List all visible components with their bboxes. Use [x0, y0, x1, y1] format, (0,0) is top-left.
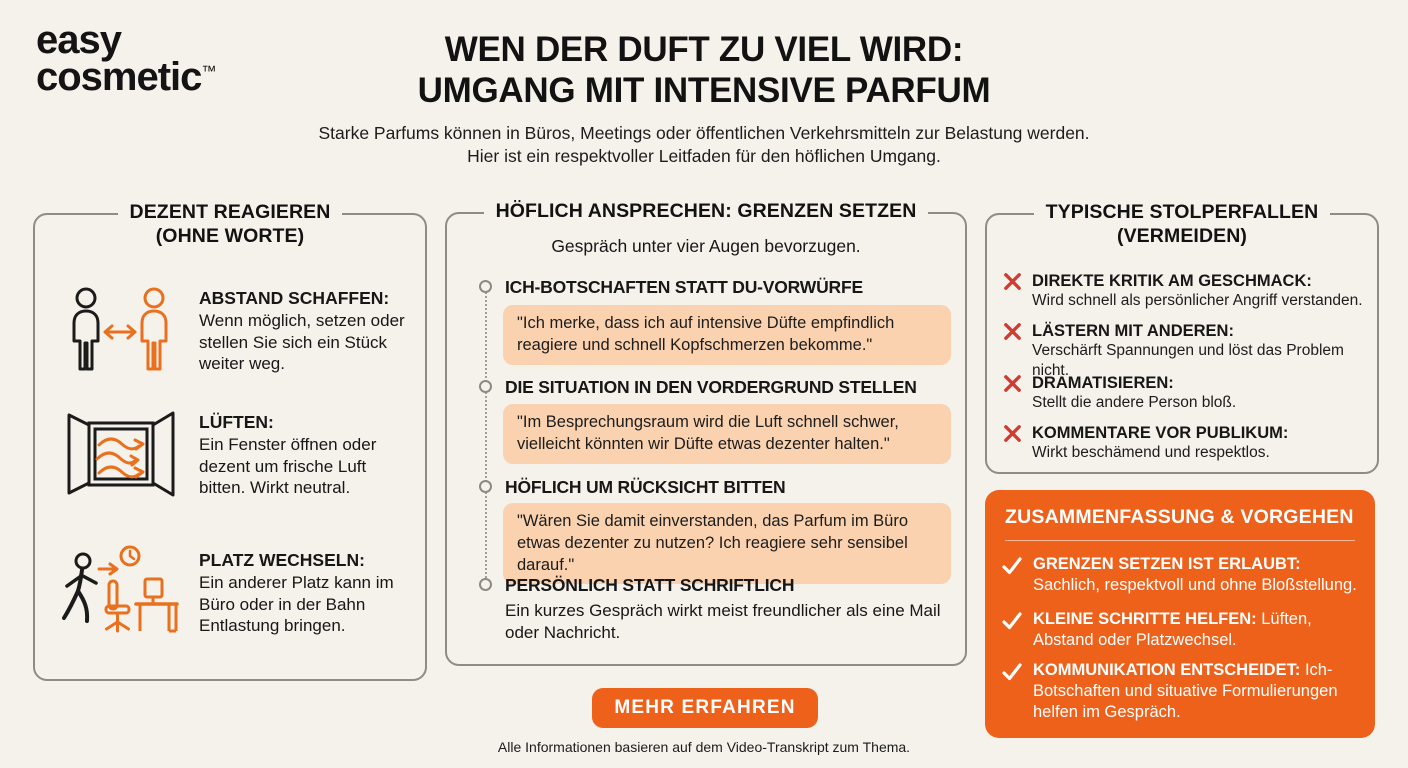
- pitfall-text: Wird schnell als persönlicher Angriff verstanden.: [1032, 292, 1363, 309]
- window-airing-icon: [53, 407, 189, 503]
- change-seat-icon: [53, 543, 189, 643]
- summary-divider: [1005, 540, 1355, 541]
- pitfall-heading: DRAMATISIEREN:: [1032, 374, 1174, 392]
- summary-label: KLEINE SCHRITTE HELFEN:: [1033, 610, 1257, 628]
- brand-line2: cosmetic: [36, 54, 202, 99]
- item-body: Ein anderer Platz kann im Büro oder in der Bahn Entlastung bringen.: [199, 572, 394, 636]
- summary-title: ZUSAMMENFASSUNG & VORGEHEN: [1005, 506, 1354, 528]
- list-item-text: [199, 287, 407, 375]
- summary-text: [1033, 660, 1365, 723]
- summary-label: GRENZEN SETZEN IST ERLAUBT:: [1033, 555, 1301, 573]
- pitfall-item: [1003, 321, 1369, 381]
- pitfall-heading: LÄSTERN MIT ANDEREN:: [1032, 322, 1234, 340]
- pitfall-text: Verschärft Spannungen und löst das Problem nicht.: [1032, 342, 1344, 379]
- quote-box: "Im Besprechungsraum wird die Luft schnell schwer, vielleicht könnten wir Düfte etwas dezenter halten.": [503, 404, 951, 464]
- middle-panel-title-text: HÖFLICH ANSPRECHEN: GRENZEN SETZEN: [484, 199, 929, 223]
- left-panel-title: [35, 200, 425, 250]
- page-subtitle: [0, 122, 1408, 168]
- quote-box: "Wären Sie damit einverstanden, das Parfum im Büro etwas dezenter zu nutzen? Ich reagiere sehr sensibel darauf.": [503, 503, 951, 584]
- page-title-line1: WEN DER DUFT ZU VIEL WIRD:: [444, 30, 964, 69]
- list-item-platz-wechseln: [53, 543, 409, 643]
- page-title-line2: UMGANG MIT INTENSIVE PARFUM: [417, 70, 991, 110]
- distance-icon: [53, 285, 189, 377]
- timeline-marker: [479, 280, 492, 293]
- item-body: Ein Fenster öffnen oder dezent um frische Luft bitten. Wirkt neutral.: [199, 434, 377, 498]
- middle-panel-subtitle: Gespräch unter vier Augen bevorzugen.: [551, 236, 861, 256]
- panel-zusammenfassung: [985, 490, 1375, 738]
- panel-hoeflich-ansprechen: [445, 200, 967, 666]
- panel-dezent-reagieren: [33, 201, 427, 681]
- page-subtitle-line1: Starke Parfums können in Büros, Meetings oder öffentlichen Verkehrsmitteln zur Belastung werden.: [318, 123, 1090, 143]
- summary-body: Sachlich, respektvoll und ohne Bloßstellung.: [1033, 575, 1357, 594]
- mehr-erfahren-button[interactable]: MEHR ERFAHREN: [592, 688, 818, 728]
- timeline-marker: [479, 380, 492, 393]
- step-heading: HÖFLICH UM RÜCKSICHT BITTEN: [505, 477, 786, 497]
- list-item-lueften: [53, 407, 409, 503]
- pitfall-heading: DIREKTE KRITIK AM GESCHMACK:: [1032, 272, 1312, 290]
- page-title: [0, 30, 1408, 111]
- summary-body: Lüften, Abstand oder Platzwechsel.: [1033, 610, 1312, 649]
- item-heading: PLATZ WECHSELN:: [199, 550, 365, 570]
- check-icon: [1001, 555, 1023, 577]
- step-heading: PERSÖNLICH STATT SCHRIFTLICH: [505, 575, 795, 595]
- quote-box: "Ich merke, dass ich auf intensive Düfte empfindlich reagiere und schnell Kopfschmerzen bekomme.": [503, 305, 951, 365]
- pitfall-heading: KOMMENTARE VOR PUBLIKUM:: [1032, 424, 1289, 442]
- page-subtitle-line2: Hier ist ein respektvoller Leitfaden für den höflichen Umgang.: [467, 146, 941, 167]
- left-panel-title-line2: (OHNE WORTE): [155, 225, 305, 247]
- step-heading: ICH-BOTSCHAFTEN STATT DU-VORWÜRFE: [505, 277, 863, 297]
- list-item-text: [199, 549, 407, 637]
- x-icon: [1003, 374, 1022, 393]
- step-note: Ein kurzes Gespräch wirkt meist freundlicher als eine Mail oder Nachricht.: [505, 601, 941, 643]
- step-heading: DIE SITUATION IN DEN VORDERGRUND STELLEN: [505, 377, 917, 397]
- x-icon: [1003, 424, 1022, 443]
- summary-label: KOMMUNIKATION ENTSCHEIDET:: [1033, 661, 1301, 679]
- left-panel-title-line1: DEZENT REAGIEREN: [129, 201, 331, 223]
- x-icon: [1003, 272, 1022, 291]
- summary-item: [1001, 660, 1365, 723]
- item-heading: ABSTAND SCHAFFEN:: [199, 288, 390, 308]
- summary-item: [1001, 609, 1365, 651]
- check-icon: [1001, 661, 1023, 683]
- right-panel-title-line2: (VERMEIDEN): [1116, 225, 1248, 247]
- check-icon: [1001, 610, 1023, 632]
- timeline-dotted-line: [485, 292, 487, 586]
- brand-line1: easy: [36, 18, 121, 62]
- pitfall-text: Wirkt beschämend und respektlos.: [1032, 444, 1270, 461]
- summary-item: [1001, 554, 1365, 596]
- summary-text: [1033, 554, 1365, 596]
- footer-note: Alle Informationen basieren auf dem Video-Transkript zum Thema.: [497, 739, 911, 755]
- timeline-marker: [479, 578, 492, 591]
- x-icon: [1003, 322, 1022, 341]
- item-heading: LÜFTEN:: [199, 412, 274, 432]
- item-body: Wenn möglich, setzen oder stellen Sie sich ein Stück weiter weg.: [199, 310, 405, 374]
- right-panel-title: [987, 200, 1377, 250]
- pitfall-item: [1003, 373, 1369, 413]
- middle-panel-title: [447, 199, 965, 225]
- pitfall-item: [1003, 271, 1369, 311]
- list-item-text: [199, 411, 407, 499]
- timeline-marker: [479, 480, 492, 493]
- trademark-symbol: ™: [201, 62, 217, 80]
- summary-text: [1033, 609, 1365, 651]
- list-item-abstand: [53, 285, 409, 377]
- summary-body: Ich-Botschaften und situative Formulierungen helfen im Gespräch.: [1033, 661, 1338, 721]
- panel-typische-stolperfallen: [985, 201, 1379, 474]
- right-panel-title-line1: TYPISCHE STOLPERFALLEN: [1045, 201, 1319, 223]
- pitfall-item: [1003, 423, 1369, 463]
- pitfall-text: Stellt die andere Person bloß.: [1032, 394, 1237, 411]
